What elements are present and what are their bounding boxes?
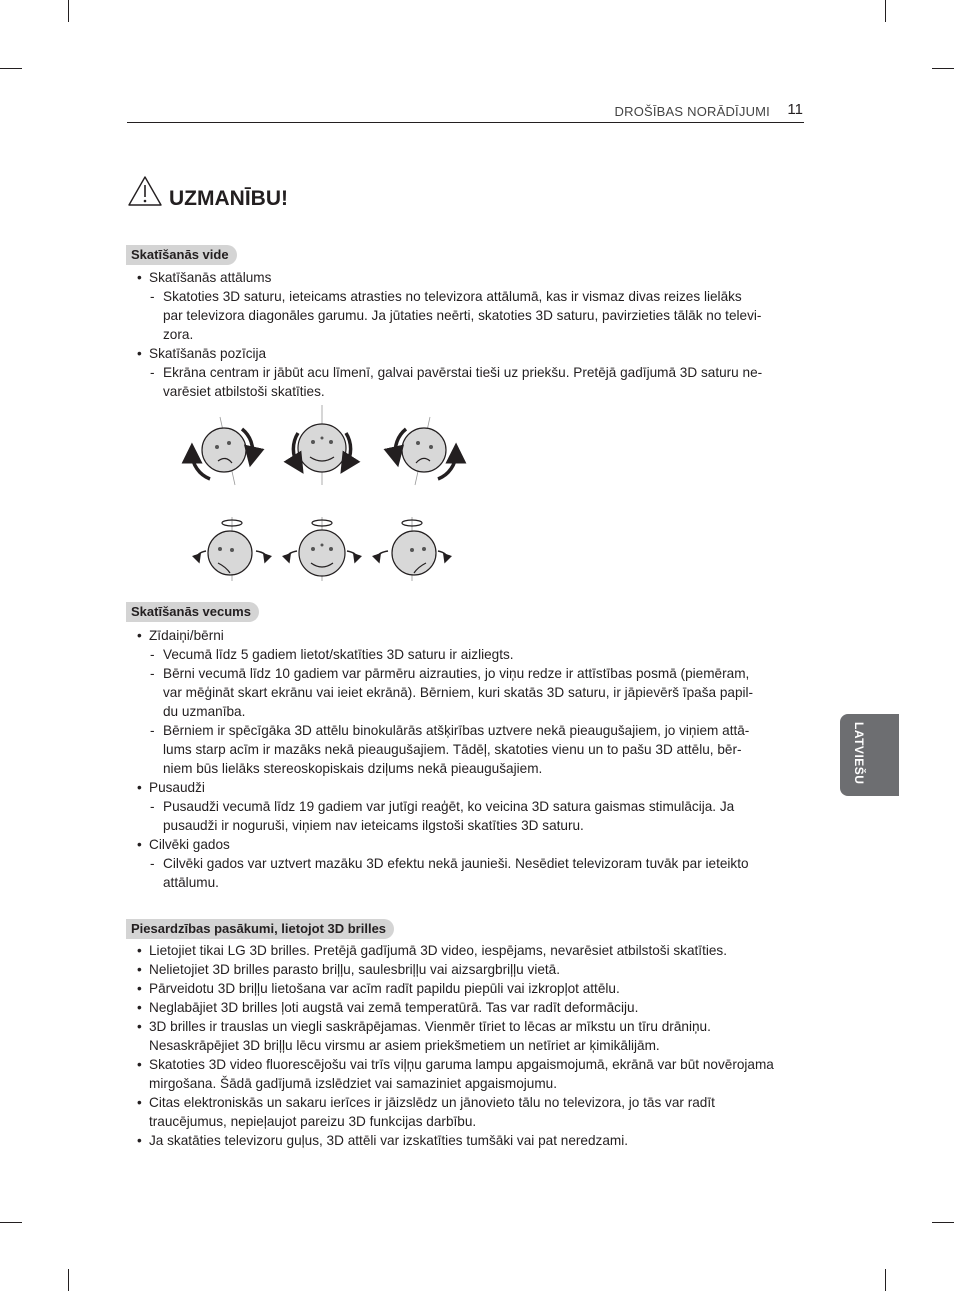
section-heading-viewing-environment: Skatīšanās vide <box>126 245 237 265</box>
crop-mark <box>932 68 954 69</box>
text-line: par televizora diagonāles garumu. Ja jūtaties neērti, skatoties 3D saturu, pavirzieties tālāk no televi- <box>163 308 762 323</box>
tilted-head-left-icon <box>192 417 253 485</box>
text-line: traucējumus, nepieļaujot pareizu 3D funkcijas darbību. <box>149 1114 477 1129</box>
upright-head-icon <box>293 405 350 485</box>
section-heading-3d-glasses-precautions: Piesardzības pasākumi, lietojot 3D brilles <box>126 919 394 939</box>
text-line: lums starp acīm ir mazāks nekā pieaugušajiem. Tādēļ, skatoties vienu un to pašu 3D attēlu, bēr- <box>163 742 742 757</box>
caution-title: UZMANĪBU! <box>169 187 288 210</box>
text-line: Nesaskrāpējiet 3D briļļu lēcu virsmu ar asiem priekšmetiem un netīriet ar ķimikālijām. <box>149 1038 660 1053</box>
text-line: var mēģināt skart ekrānu vai ieiet ekrānā). Bērniem, kuri skatās 3D saturu, ir jāpievērš īpaša papil- <box>163 685 754 700</box>
section-title: DROŠĪBAS NORĀDĪJUMI <box>614 104 770 119</box>
section-heading-viewing-age: Skatīšanās vecums <box>126 602 259 622</box>
text-line: mirgošana. Šādā gadījumā izslēdziet vai samaziniet apgaismojumu. <box>149 1076 558 1091</box>
text-line: zora. <box>163 327 194 342</box>
crop-mark <box>932 1222 954 1223</box>
turned-head-left-icon <box>198 517 267 581</box>
page-header <box>127 100 804 123</box>
crop-mark <box>0 68 22 69</box>
text-line: niem būs lielāks stereoskopiskais dziļums nekā pieaugušajiem. <box>163 761 543 776</box>
text-line: attālumu. <box>163 875 219 890</box>
head-position-illustration <box>180 405 470 585</box>
turned-head-right-icon <box>378 517 447 581</box>
language-tab-label: LATVIEŠU <box>852 722 866 785</box>
crop-mark <box>68 1269 69 1291</box>
text-line: pusaudži ir noguruši, viņiem nav ieteicams ilgstoši skatīties 3D saturu. <box>163 818 584 833</box>
text-line: du uzmanība. <box>163 704 246 719</box>
crop-mark <box>68 0 69 22</box>
page-number: 11 <box>787 101 803 118</box>
warning-triangle-icon <box>127 175 163 207</box>
language-tab <box>840 714 899 796</box>
crop-mark <box>0 1222 22 1223</box>
crop-mark <box>885 1269 886 1291</box>
crop-mark <box>885 0 886 22</box>
text-line: varēsiet atbilstoši skatīties. <box>163 384 325 399</box>
tilted-head-right-icon <box>395 417 456 485</box>
straight-head-icon <box>288 517 357 581</box>
